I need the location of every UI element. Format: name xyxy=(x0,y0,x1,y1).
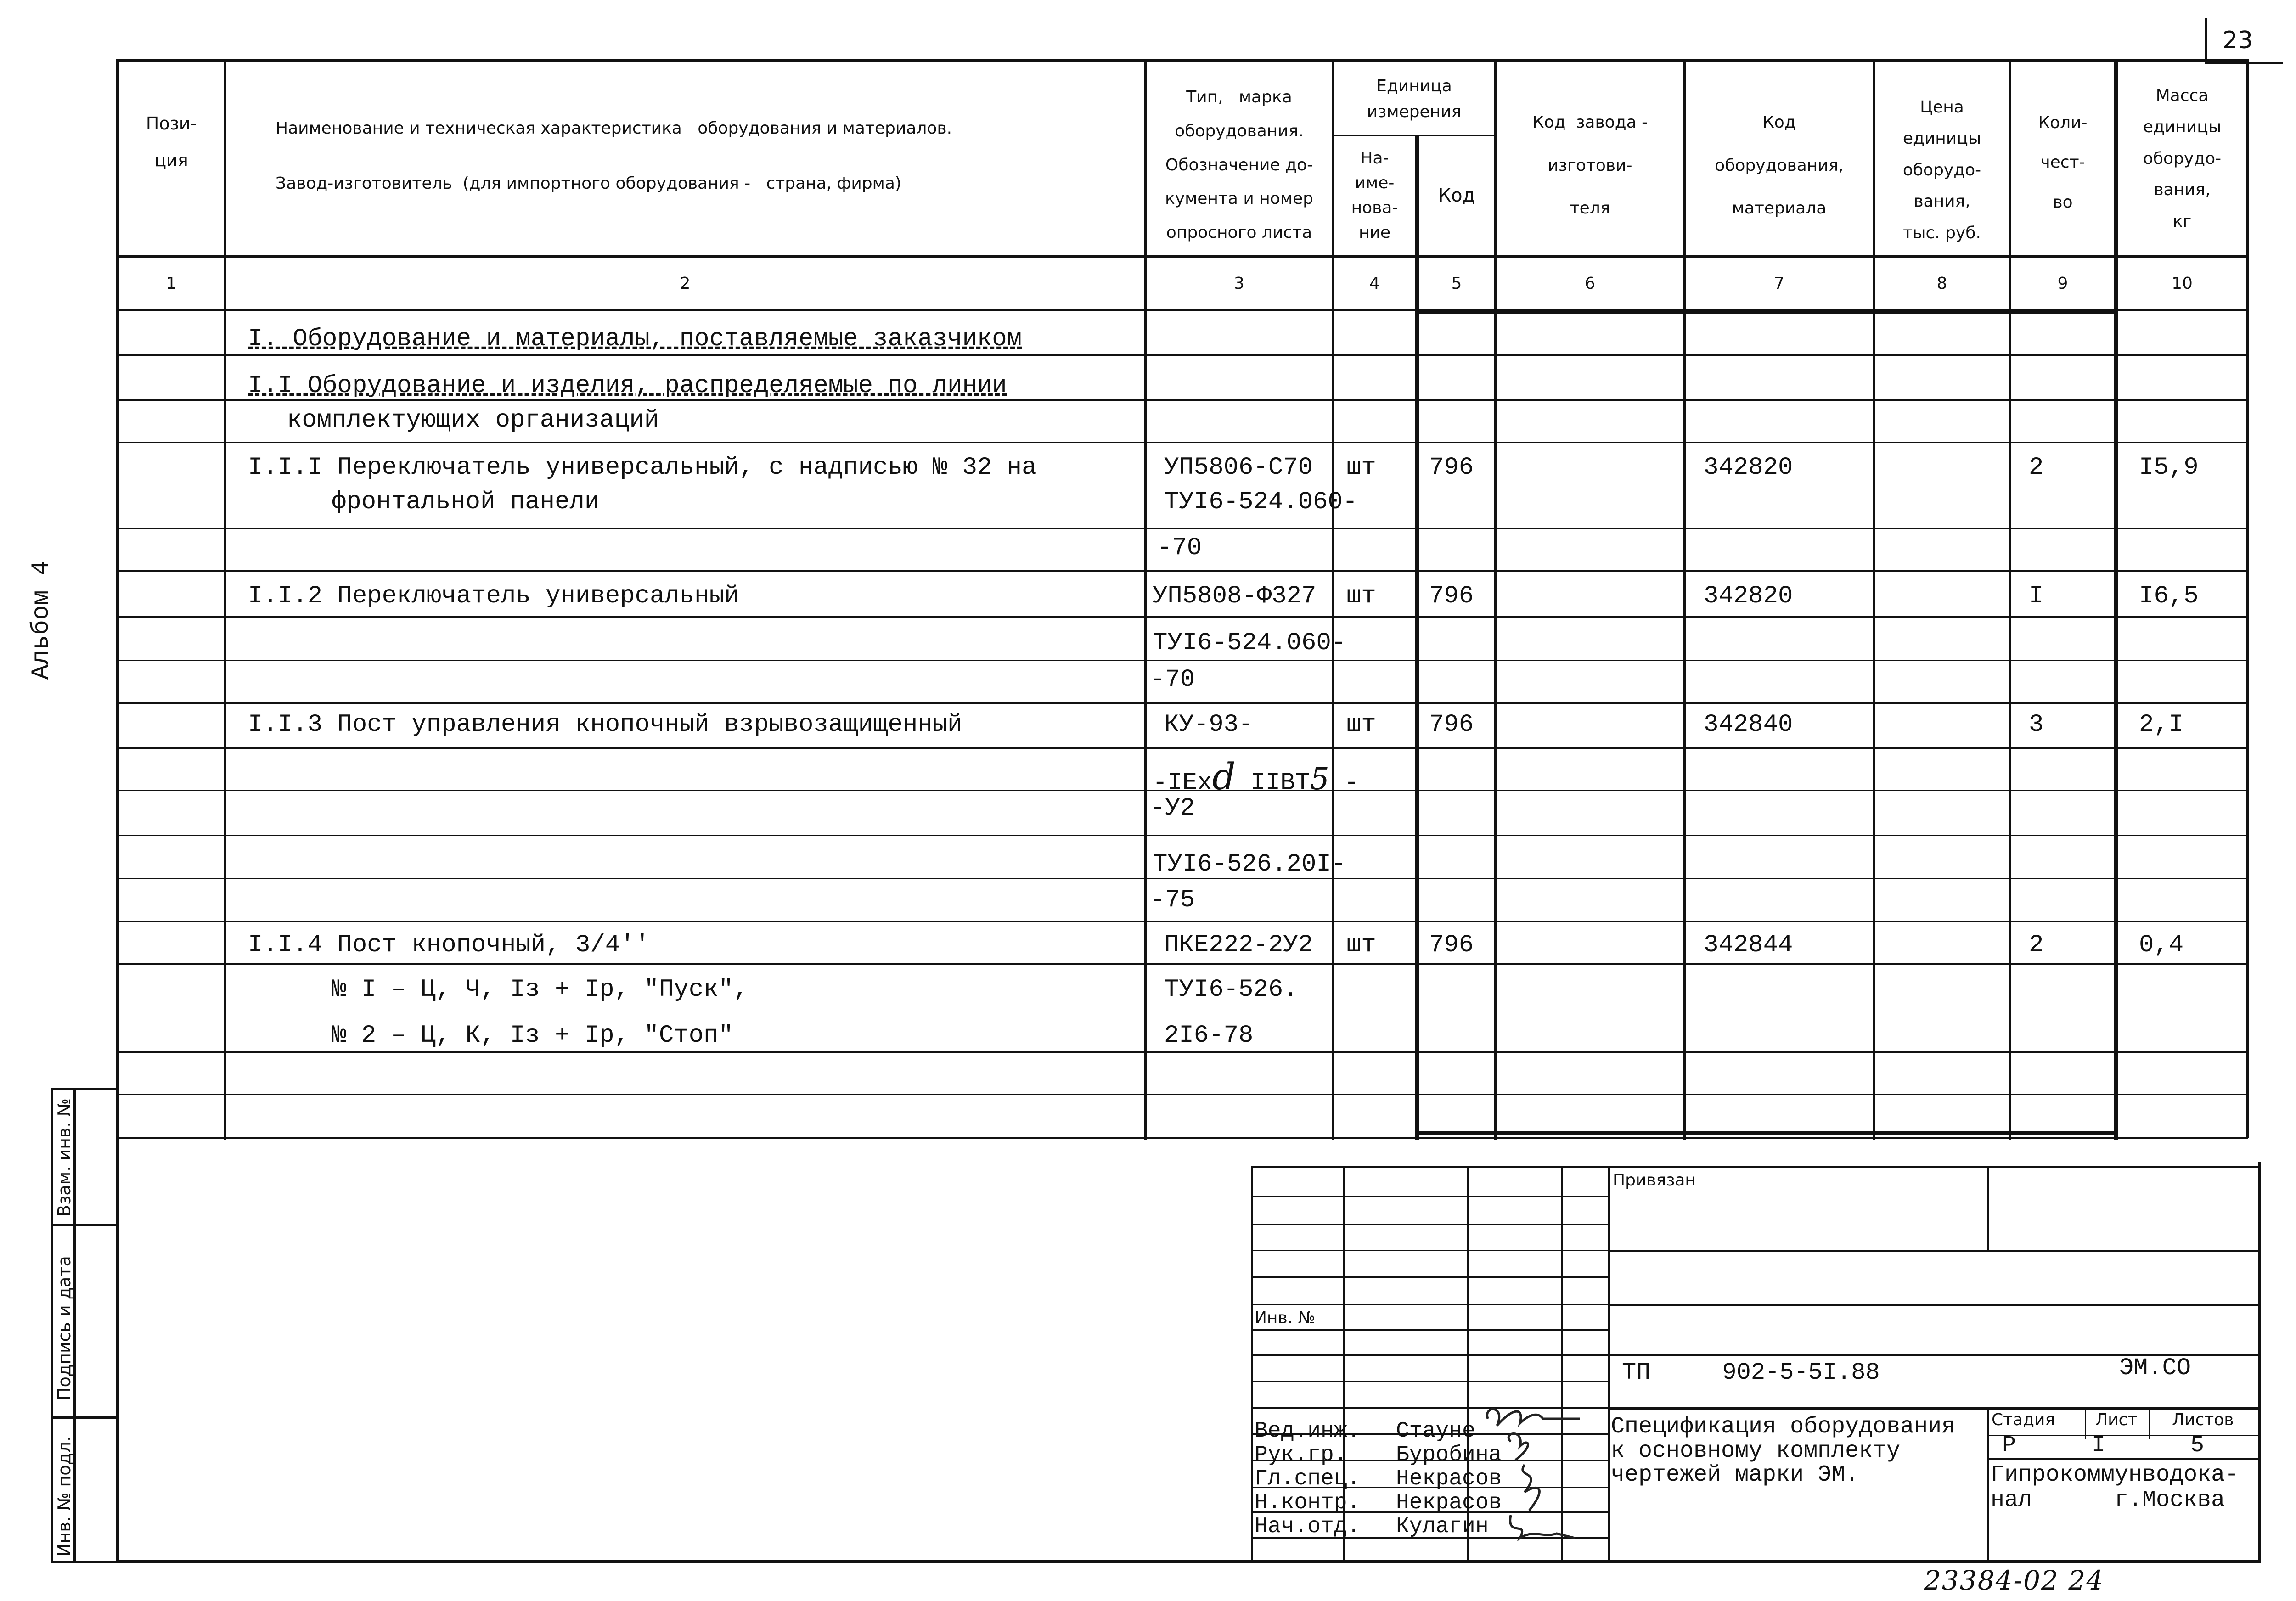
item-name-cont: фронтальной панели xyxy=(332,488,600,516)
inv-no-label: Инв. № xyxy=(1255,1309,1316,1327)
item-mass: 0,4 xyxy=(2139,931,2184,959)
header-equipment-code: Код оборудования, материала xyxy=(1715,113,1844,218)
column-number: 4 xyxy=(1369,274,1380,293)
item-quantity: 2 xyxy=(2029,931,2044,959)
drawing-mark: ЭМ.СО xyxy=(2119,1354,2191,1382)
item-mass: 2,I xyxy=(2139,711,2184,739)
signer-name: Буробина xyxy=(1396,1443,1502,1467)
sheets-label: Листов xyxy=(2172,1410,2234,1429)
item-mass: I6,5 xyxy=(2139,582,2199,610)
header-factory-code: Код завода - изготови- теля xyxy=(1532,113,1648,218)
column-number: 5 xyxy=(1451,274,1462,293)
stage-value: Р xyxy=(2002,1432,2016,1459)
document-title: Спецификация оборудования к основному комплекту чертежей марки ЭМ. xyxy=(1611,1414,1956,1488)
section-title: I. Оборудование и материалы, поставляемые заказчиком xyxy=(248,325,1022,353)
signer-name: Кулагин xyxy=(1396,1514,1489,1539)
header-unit-code: Код xyxy=(1438,185,1475,206)
signer-role: Н.контр. xyxy=(1255,1490,1361,1515)
item-doc: ТУI6-524.060- xyxy=(1153,629,1346,657)
item-unit-code: 796 xyxy=(1429,454,1474,482)
item-unit-code: 796 xyxy=(1429,711,1474,739)
item-detail: № I – Ц, Ч, Iз + Iр, "Пуск", xyxy=(332,976,748,1004)
item-mass: I5,9 xyxy=(2139,454,2199,482)
header-type: Тип, марка оборудования. Обозначение до- кумента и номер опросного листа xyxy=(1165,88,1313,242)
album-label: Альбом 4 xyxy=(28,560,56,680)
item-type: УП5806-С70 xyxy=(1164,454,1313,482)
column-number: 3 xyxy=(1234,274,1244,293)
item-type: КУ-93- xyxy=(1164,711,1254,739)
header-unit-name: На- име- нова- ние xyxy=(1351,149,1398,242)
item-unit: шт xyxy=(1346,711,1376,739)
project-code: ТП 902-5-5I.88 xyxy=(1622,1359,1880,1386)
item-doc: ТУI6-526.20I- xyxy=(1153,850,1346,878)
column-number: 6 xyxy=(1585,274,1595,293)
archive-number: 23384-02 24 xyxy=(1924,1565,2105,1596)
vzam-inv-label: Взам. инв. № xyxy=(54,1098,74,1217)
item-name: I.I.2 Переключатель универсальный xyxy=(248,582,739,610)
item-type-cont: -У2 xyxy=(1150,794,1195,822)
item-doc: ТУI6-524.060- xyxy=(1164,488,1358,516)
column-number: 2 xyxy=(680,274,691,293)
item-equipment-code: 342844 xyxy=(1704,931,1793,959)
sheet-value: I xyxy=(2092,1432,2106,1459)
header-name-line1: Наименование и техническая характеристика оборудования и материалов. xyxy=(276,119,952,138)
header-unit-group: Единица измерения xyxy=(1367,77,1462,121)
signer-role: Нач.отд. xyxy=(1255,1514,1361,1539)
column-number: 10 xyxy=(2172,274,2193,293)
signer-name: Некрасов xyxy=(1396,1466,1502,1491)
signer-role: Гл.спец. xyxy=(1255,1466,1361,1491)
item-quantity: 3 xyxy=(2029,711,2044,739)
podpis-data-label: Подпись и дата xyxy=(54,1256,74,1400)
item-doc-cont: -75 xyxy=(1150,886,1195,914)
item-name: I.I.3 Пост управления кнопочный взрывозащищенный xyxy=(248,711,962,739)
item-doc-cont: -70 xyxy=(1157,534,1202,562)
subsection-title: I.I Оборудование и изделия, распределяемые по линии xyxy=(248,372,1007,400)
item-unit-code: 796 xyxy=(1429,582,1474,610)
column-number: 1 xyxy=(166,274,177,293)
item-unit: шт xyxy=(1346,454,1376,482)
page-number: 23 xyxy=(2223,27,2253,54)
column-number: 7 xyxy=(1774,274,1784,293)
item-equipment-code: 342840 xyxy=(1704,711,1793,739)
stage-label: Стадия xyxy=(1992,1410,2055,1429)
item-name: I.I.4 Пост кнопочный, 3/4'' xyxy=(248,931,650,959)
header-quantity: Коли- чест- во xyxy=(2038,113,2088,212)
item-unit: шт xyxy=(1346,582,1376,610)
item-name: I.I.I Переключатель универсальный, с надписью № 32 на xyxy=(248,454,1037,482)
signer-name: Стауне xyxy=(1396,1419,1475,1444)
privyazan-label: Привязан xyxy=(1613,1171,1696,1190)
item-type: УП5808-Ф327 xyxy=(1153,582,1317,610)
item-type-handwritten: 5 xyxy=(1310,761,1329,797)
header-mass: Масса единицы оборудо- вания, кг xyxy=(2143,86,2222,231)
item-type-part: - xyxy=(1329,769,1359,797)
item-equipment-code: 342820 xyxy=(1704,454,1793,482)
item-doc-cont: 2I6-78 xyxy=(1164,1022,1254,1050)
item-doc: ТУI6-526. xyxy=(1164,976,1298,1004)
item-type-part: -IEx xyxy=(1153,769,1212,797)
subsection-title-cont: комплектующих организаций xyxy=(287,406,659,434)
header-price: Цена единицы оборудо- вания, тыс. руб. xyxy=(1902,98,1981,242)
signer-name: Некрасов xyxy=(1396,1490,1502,1515)
sheets-value: 5 xyxy=(2190,1432,2205,1459)
column-number: 8 xyxy=(1936,274,1947,293)
organization: Гипрокоммунводока- нал г.Москва xyxy=(1991,1462,2239,1513)
signatures-scribble xyxy=(1469,1400,1589,1552)
item-type: ПКЕ222-2У2 xyxy=(1164,931,1313,959)
sheet-label: Лист xyxy=(2095,1410,2138,1429)
item-detail: № 2 – Ц, К, Iз + Iр, "Стоп" xyxy=(332,1022,733,1050)
header-name-line2: Завод-изготовитель (для импортного оборудования - страна, фирма) xyxy=(276,174,901,193)
signer-role: Рук.гр. xyxy=(1255,1443,1347,1467)
item-doc-cont: -70 xyxy=(1150,666,1195,694)
item-quantity: I xyxy=(2029,582,2044,610)
item-unit-code: 796 xyxy=(1429,931,1474,959)
item-type-part: IIBT xyxy=(1235,769,1310,797)
item-type-handwritten: d xyxy=(1212,755,1236,798)
item-unit: шт xyxy=(1346,931,1376,959)
signer-role: Вед.инж. xyxy=(1255,1419,1361,1444)
inv-podl-label: Инв. № подл. xyxy=(54,1436,74,1556)
column-number: 9 xyxy=(2057,274,2068,293)
item-quantity: 2 xyxy=(2029,454,2044,482)
header-position: Пози- ция xyxy=(146,113,197,170)
item-equipment-code: 342820 xyxy=(1704,582,1793,610)
item-type-cont xyxy=(1153,755,1359,798)
